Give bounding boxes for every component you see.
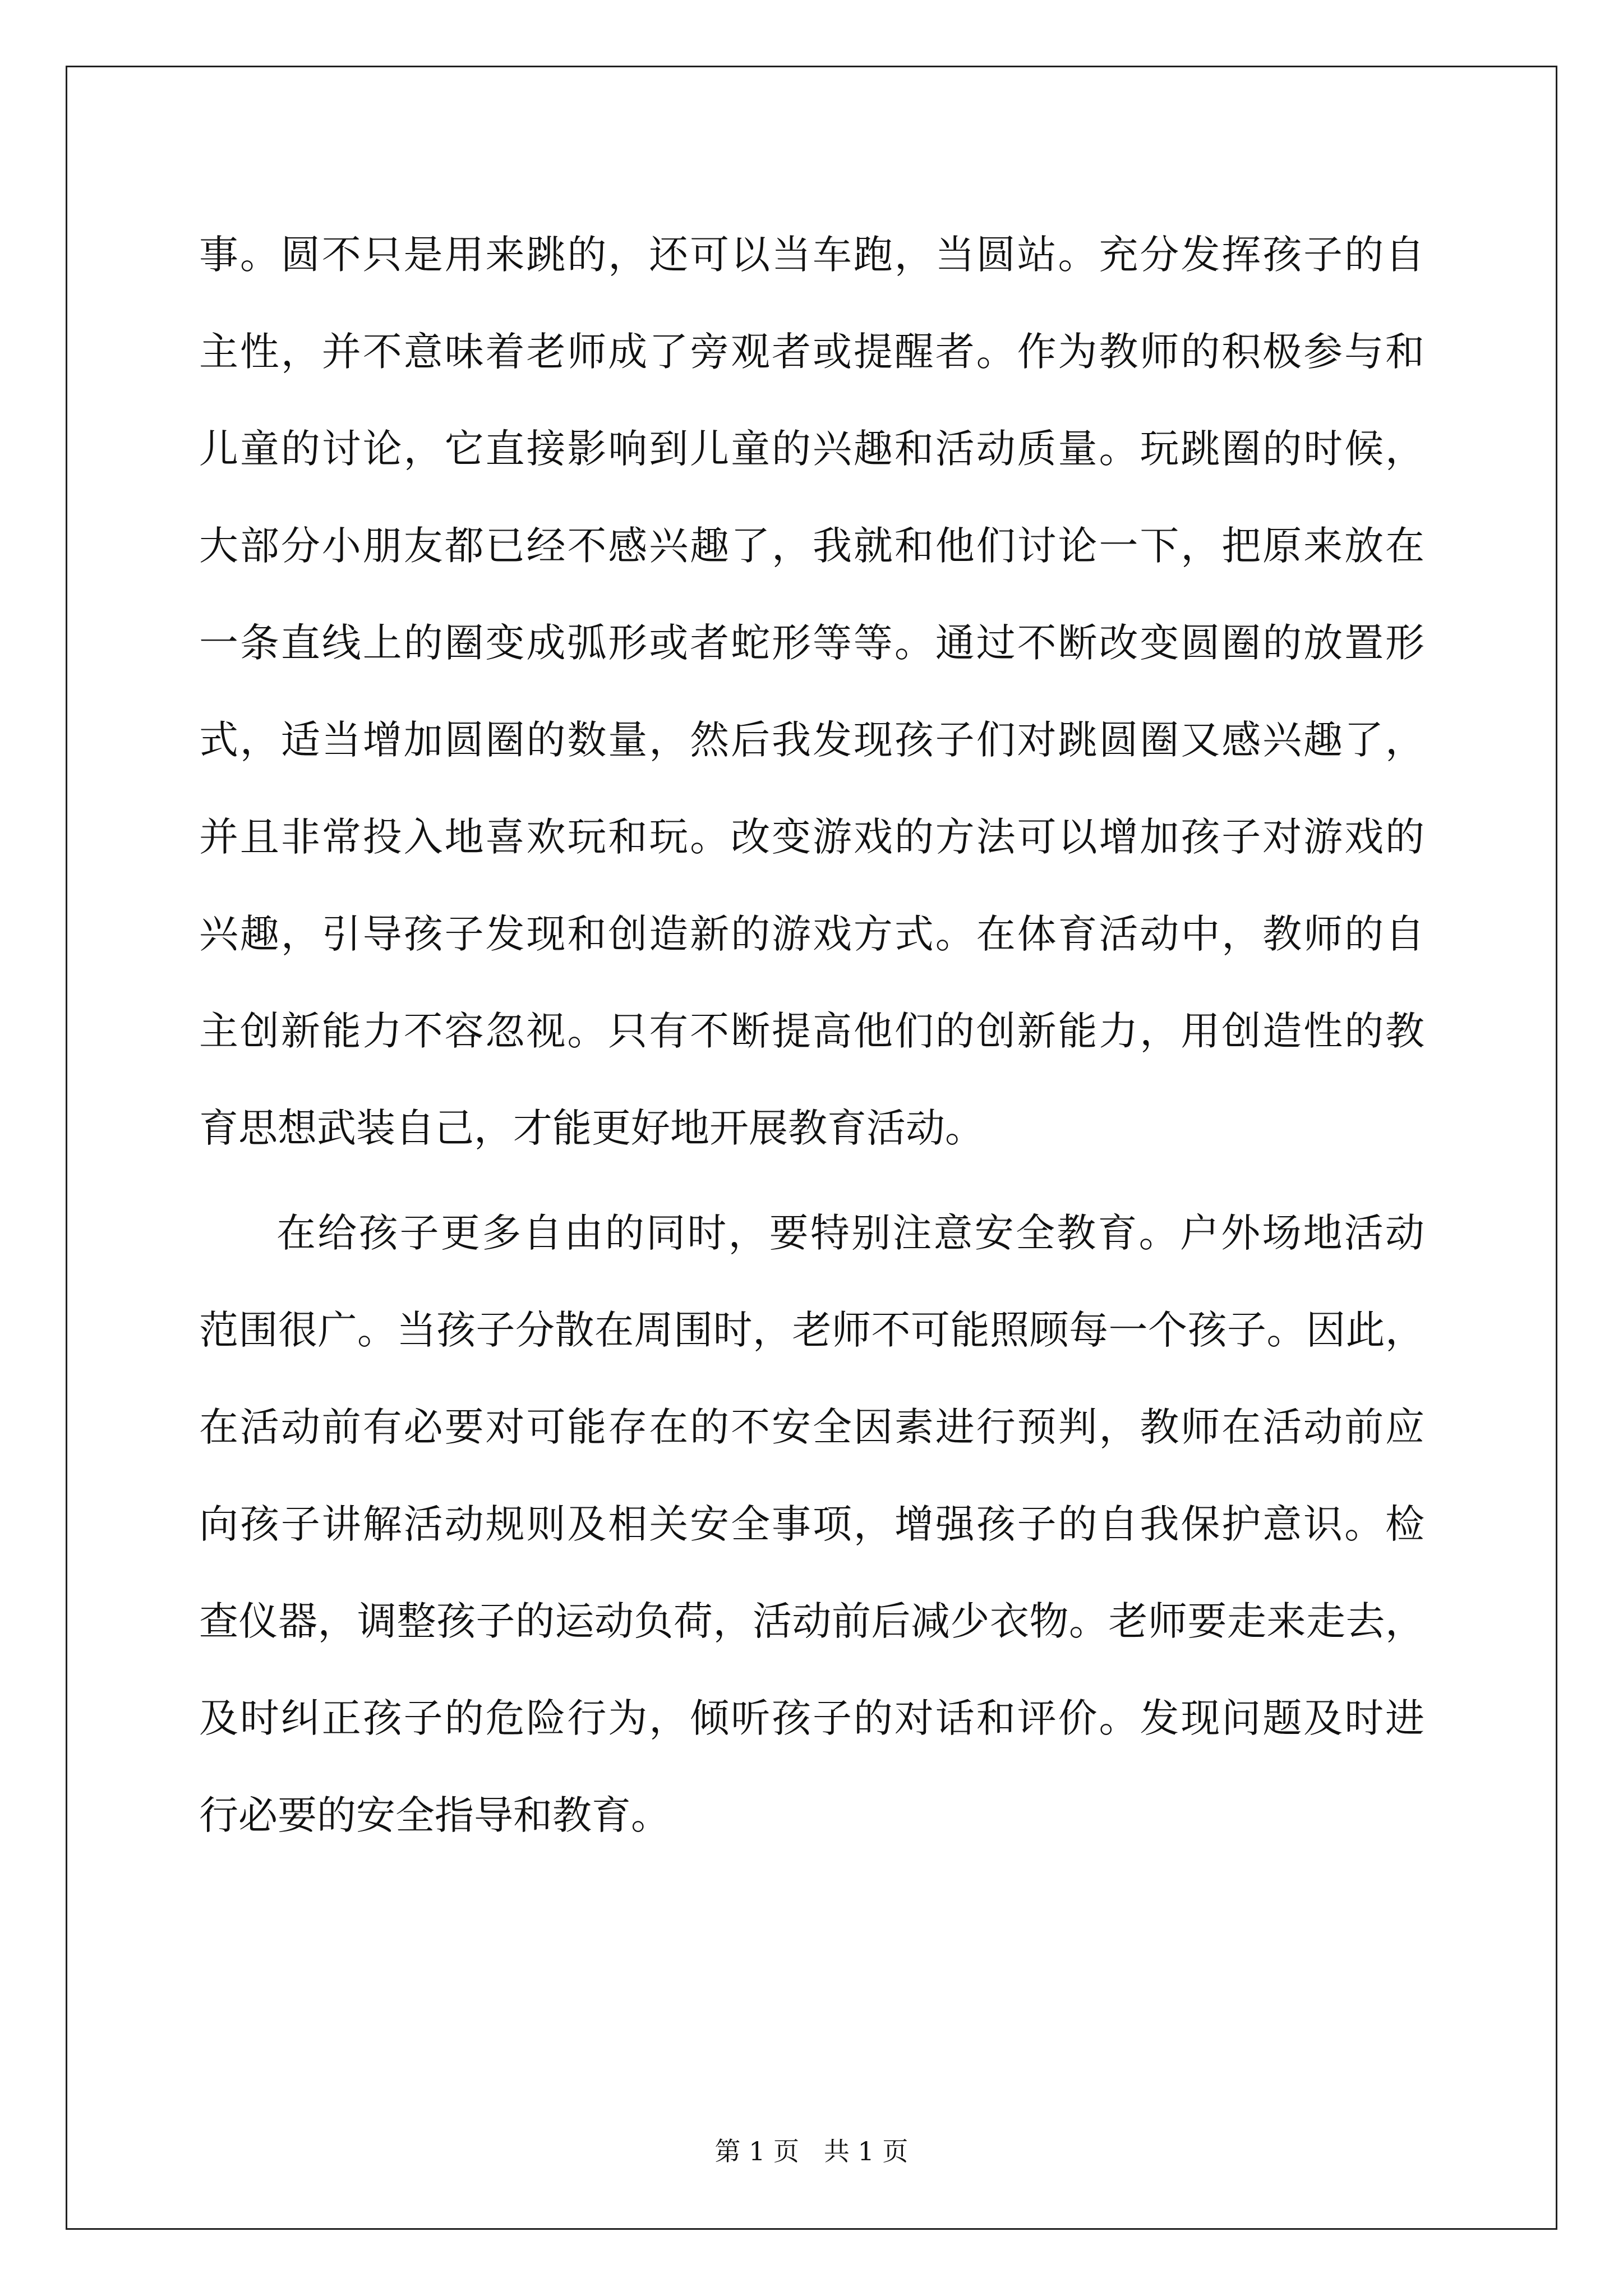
text-line: 式，适当增加圆圈的数量，然后我发现孩子们对跳圆圈又感兴趣了， bbox=[199, 717, 1424, 763]
paragraph-gap bbox=[199, 1177, 1424, 1185]
text-line: 向孩子讲解活动规则及相关安全事项，增强孩子的自我保护意识。检 bbox=[199, 1501, 1424, 1547]
page-footer bbox=[0, 2134, 1623, 2168]
text-line: 兴趣，引导孩子发现和创造新的游戏方式。在体育活动中，教师的自 bbox=[199, 911, 1424, 957]
text-line: 范围很广。当孩子分散在周围时，老师不可能照顾每一个孩子。因此， bbox=[199, 1307, 1424, 1353]
text-line: 主创新能力不容忽视。只有不断提高他们的创新能力，用创造性的教 bbox=[199, 1008, 1424, 1054]
text-line: 查仪器，调整孩子的运动负荷，活动前后减少衣物。老师要走来走去， bbox=[199, 1598, 1424, 1644]
text-line: 并且非常投入地喜欢玩和玩。改变游戏的方法可以增加孩子对游戏的 bbox=[199, 814, 1424, 860]
text-line: 大部分小朋友都已经不感兴趣了，我就和他们讨论一下，把原来放在 bbox=[199, 523, 1424, 569]
text-line: 事。圆不只是用来跳的，还可以当车跑，当圆站。充分发挥孩子的自 bbox=[199, 232, 1424, 278]
text-line: 主性，并不意味着老师成了旁观者或提醒者。作为教师的积极参与和 bbox=[199, 329, 1424, 375]
text-line: 一条直线上的圈变成弧形或者蛇形等等。通过不断改变圆圈的放置形 bbox=[199, 620, 1424, 666]
text-line-paragraph-start: 在给孩子更多自由的同时，要特别注意安全教育。户外场地活动 bbox=[276, 1210, 1424, 1256]
text-line: 在活动前有必要对可能存在的不安全因素进行预判，教师在活动前应 bbox=[199, 1404, 1424, 1450]
text-line: 儿童的讨论，它直接影响到儿童的兴趣和活动质量。玩跳圈的时候， bbox=[199, 426, 1424, 472]
document-body bbox=[199, 206, 1424, 1864]
text-line-paragraph-end: 育思想武装自己，才能更好地开展教育活动。 bbox=[199, 1105, 984, 1151]
text-line-paragraph-end: 行必要的安全指导和教育。 bbox=[199, 1792, 670, 1838]
text-line: 及时纠正孩子的危险行为，倾听孩子的对话和评价。发现问题及时进 bbox=[199, 1695, 1424, 1741]
page-number: 第 1 页 共 1 页 bbox=[714, 2136, 909, 2166]
